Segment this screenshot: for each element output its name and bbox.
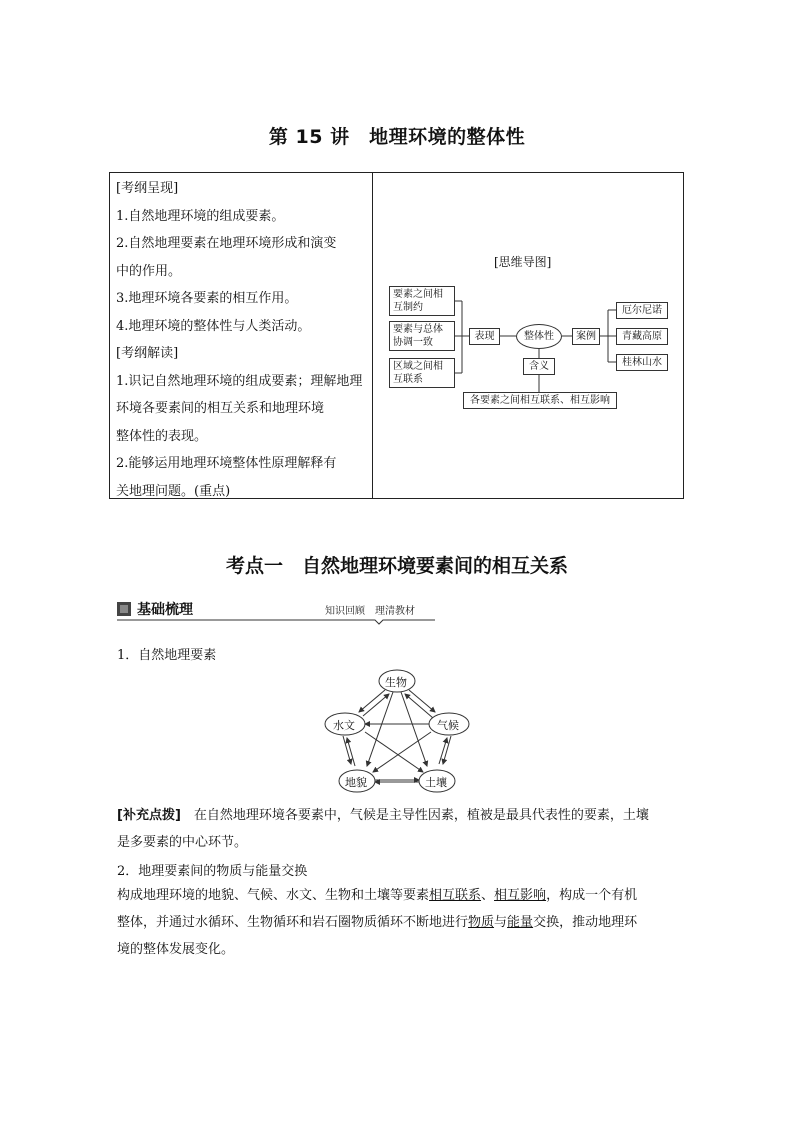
- syllabus-item: 1.自然地理环境的组成要素。: [116, 208, 285, 224]
- tip-paragraph: [117, 802, 683, 856]
- answer-underline: 相互影响: [494, 888, 547, 903]
- box-line: 要素与总体: [393, 324, 443, 335]
- answer-underline: 物质: [468, 915, 495, 930]
- mindmap-show-box: 表现: [469, 328, 500, 345]
- element-biology: 生物: [385, 676, 407, 689]
- page-title: 第 15 讲 地理环境的整体性: [268, 126, 526, 148]
- para-text: 、: [481, 888, 495, 903]
- banner-label: 基础梳理: [137, 602, 193, 618]
- banner-underline: [117, 617, 435, 625]
- section-title: 考点一 自然地理环境要素间的相互关系: [225, 555, 568, 577]
- para-text: 整体，并通过水循环、生物循环和岩石圈物质循环不断地进行: [117, 915, 469, 930]
- syllabus-item: 3.地理环境各要素的相互作用。: [116, 291, 298, 306]
- syllabus-item: 2.自然地理要素在地理环境形成和演变: [116, 236, 337, 251]
- mindmap-title: [思维导图]: [494, 255, 552, 269]
- syllabus-item: 中的作用。: [116, 263, 182, 279]
- exchange-paragraph: [117, 882, 683, 963]
- interpretation-item: 整体性的表现。: [116, 428, 208, 444]
- para-text: 构成地理环境的地貌、气候、水文、生物和土壤等要素: [117, 888, 430, 903]
- element-hydrology: 水文: [333, 719, 355, 732]
- section-banner: [117, 598, 435, 624]
- interpretation-item: 1.识记自然地理环境的组成要素；理解地理: [116, 373, 363, 389]
- interpretation-item: 关地理问题。(重点): [116, 483, 231, 499]
- elements-diagram: [323, 668, 473, 804]
- interpretation-item: 2.能够运用地理环境整体性原理解释有: [116, 456, 337, 471]
- box-line: 协调一致: [393, 337, 433, 348]
- answer-underline: 相互联系: [429, 888, 482, 903]
- element-soil: 土壤: [425, 776, 447, 789]
- syllabus-heading: [考纲呈现]: [116, 181, 179, 196]
- mindmap-meaning-text: 各要素之间相互联系、相互影响: [463, 392, 617, 409]
- box-line: 区域之间相: [393, 361, 443, 372]
- mindmap-case-item: 厄尔尼诺: [616, 302, 668, 319]
- tip-text-2: 是多要素的中心环节。: [117, 835, 248, 850]
- mindmap-case-item: 桂林山水: [616, 354, 668, 371]
- tip-text: 在自然地理环境各要素中，气候是主导性因素，植被是最具代表性的要素，土壤: [193, 808, 649, 823]
- box-line: 要素之间相: [393, 289, 443, 300]
- banner-subtitle: 知识回顾 理清教材: [325, 606, 415, 617]
- interpretation-heading: [考纲解读]: [116, 346, 179, 361]
- para-text: ，构成一个有机: [546, 888, 638, 903]
- mindmap-meaning-box: 含义: [523, 358, 555, 375]
- mindmap-center-ellipse: 整体性: [516, 324, 562, 349]
- point-1-heading: 1．自然地理要素: [117, 648, 217, 663]
- para-text: 境的整体发展变化。: [117, 942, 235, 957]
- tip-label: [补充点拨]: [117, 808, 181, 823]
- syllabus-item: 4.地理环境的整体性与人类活动。: [116, 318, 311, 334]
- mindmap-case-item: 青藏高原: [616, 328, 668, 345]
- para-text: 交换，推动地理环: [533, 915, 638, 930]
- box-line: 互制约: [393, 302, 423, 313]
- element-landform: 地貌: [345, 776, 367, 789]
- point-2-heading: 2．地理要素间的物质与能量交换: [117, 864, 308, 879]
- mindmap-case-box: 案例: [572, 328, 600, 345]
- interpretation-item: 环境各要素间的相互关系和地理环境: [116, 401, 325, 416]
- box-line: 互联系: [393, 374, 423, 385]
- banner-inner-square-icon: [120, 605, 128, 613]
- element-climate: 气候: [437, 719, 459, 732]
- answer-underline: 能量: [507, 915, 534, 930]
- para-text: 与: [494, 915, 508, 930]
